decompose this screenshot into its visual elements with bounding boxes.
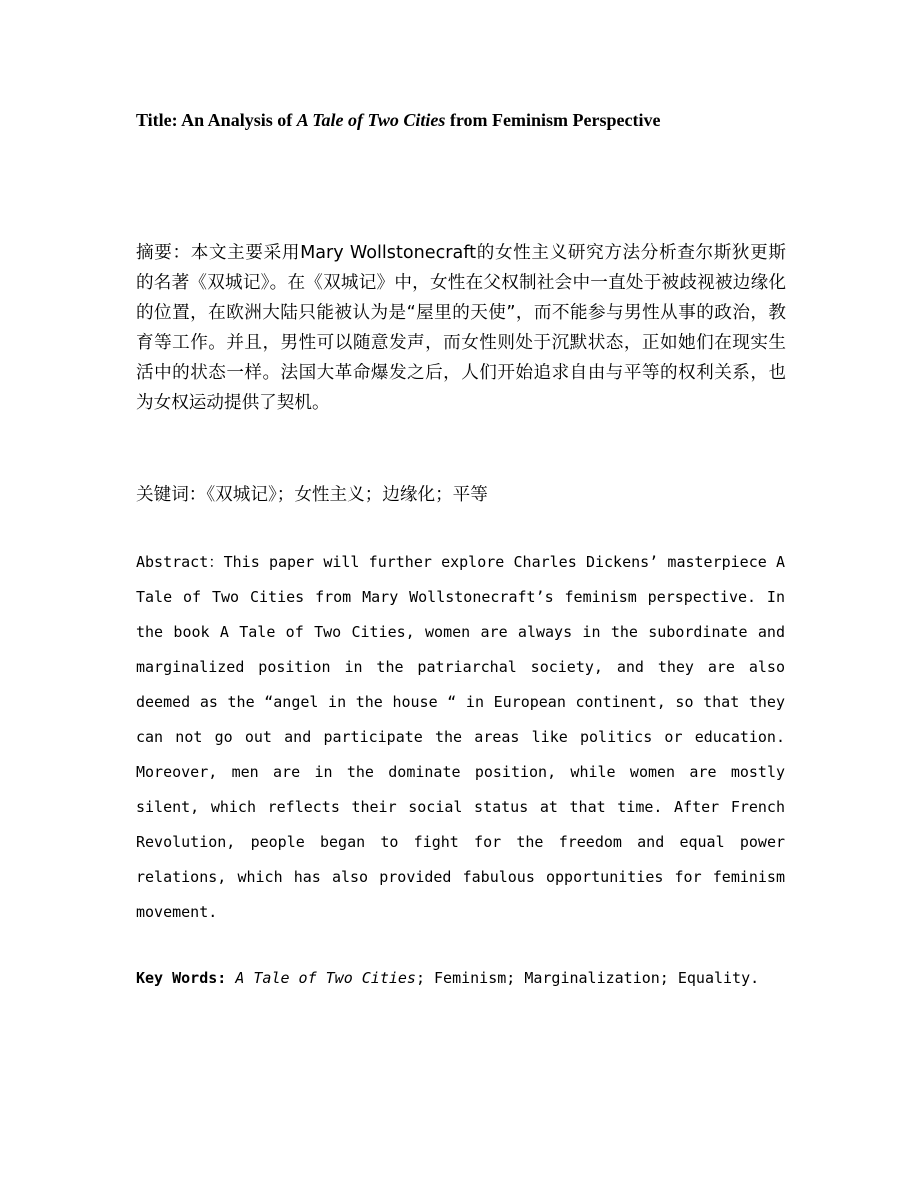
english-keywords [136,964,796,992]
english-abstract: Abstract：This paper will further explore Charles Dickens’ masterpiece A Tale of Two Cities from Mary Wollstonecraft’s feminism perspective. In the book A Tale of Two Cities, women are always in the subordinate and marginalized position in the patriarchal society, and they are also deemed as the “angel in the house “ in European continent, so that they can not go out and participate the areas like politics or education. Moreover, men are in the dominate position, while women are mostly silent, which reflects their social status at that time. After French Revolution, people began to fight for the freedom and equal power relations, which has also provided fabulous opportunities for feminism movement. [136,553,785,921]
page-title [136,108,661,132]
keywords-list: ; Feminism; Marginalization; Equality. [415,969,760,987]
title-suffix: from Feminism Perspective [445,110,661,130]
title-book-name: A Tale of Two Cities [296,110,446,130]
keywords-book-name: A Tale of Two Cities [235,969,416,987]
keywords-label: Key Words: [136,969,236,987]
chinese-keywords: 关键词：《双城记》；女性主义；边缘化；平等 [136,485,488,505]
title-prefix: Title: An Analysis of [136,110,297,130]
chinese-abstract: 摘要：本文主要采用Mary Wollstonecraft的女性主义研究方法分析查尔斯狄更斯的名著《双城记》。在《双城记》中，女性在父权制社会中一直处于被歧视被边缘化的位置，在欧洲大陆只能被认为是“屋里的天使”，而不能参与男性从事的政治，教育等工作。并且，男性可以随意发声，而女性则处于沉默状态，正如她们在现实生活中的状态一样。法国大革命爆发之后，人们开始追求自由与平等的权利关系，也为女权运动提供了契机。 [136,243,786,413]
